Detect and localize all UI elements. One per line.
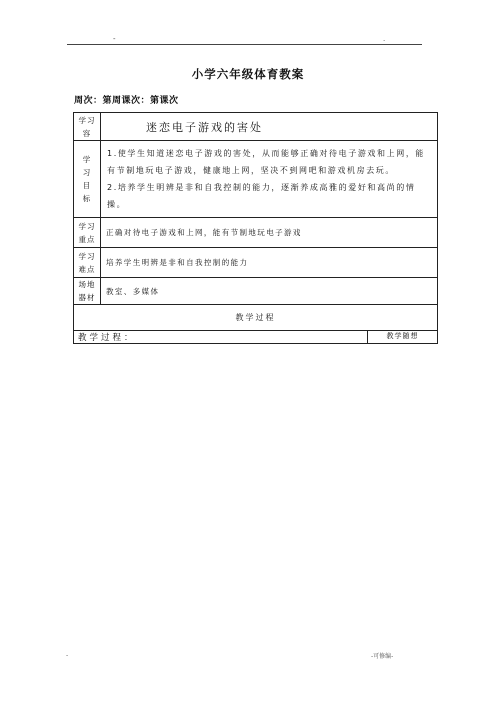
row-difficulty: [74, 248, 438, 278]
process-right-label: 教学随想: [368, 331, 438, 344]
page-title: 小学六年级体育教案: [191, 67, 305, 81]
process-header: 教学过程: [74, 305, 438, 331]
row-process: [74, 331, 438, 344]
week-lesson-line: 周次：第周课次：第课次: [74, 96, 179, 106]
header-mark-right: .: [383, 35, 386, 43]
label-goals: 学 习 目 标: [74, 141, 101, 218]
label-equipment: 场地 器材: [74, 278, 101, 305]
label-topic: 学习 容: [74, 113, 101, 141]
row-process-header: [74, 305, 438, 331]
header-rule: [67, 44, 422, 45]
difficulty-value: 培养学生明辨是非和自我控制的能力: [101, 248, 438, 278]
lesson-plan-table: [73, 112, 438, 344]
goals-value: [101, 141, 438, 218]
footer-left-mark: -: [66, 652, 69, 659]
row-topic: [74, 113, 438, 141]
key-points-value: 正确对待电子游戏和上网，能有节制地玩电子游戏: [101, 218, 438, 248]
row-key-points: [74, 218, 438, 248]
goal-line: 2.培养学生明辨是非和自我控制的能力，逐渐养成高雅的爱好和高尚的情操。: [107, 183, 416, 209]
footer-editable-note: -可修编-: [371, 653, 394, 660]
goal-line: 有节制地玩电子游戏，健康地上网，坚决不到网吧和游戏机房去玩。: [107, 166, 395, 175]
label-difficulty: 学习 难点: [74, 248, 101, 278]
process-left-label: 教学过程：: [74, 331, 368, 344]
label-key-points: 学习 重点: [74, 218, 101, 248]
row-goals: [74, 141, 438, 218]
row-equipment: [74, 278, 438, 305]
goal-line: 1.使学生知道迷恋电子游戏的害处，从而能够正确对待电子游戏和上网，能: [107, 149, 426, 158]
topic-value: 迷恋电子游戏的害处: [101, 113, 438, 141]
header-mark-left: -: [113, 35, 116, 43]
equipment-value: 教室、多媒体: [101, 278, 438, 305]
